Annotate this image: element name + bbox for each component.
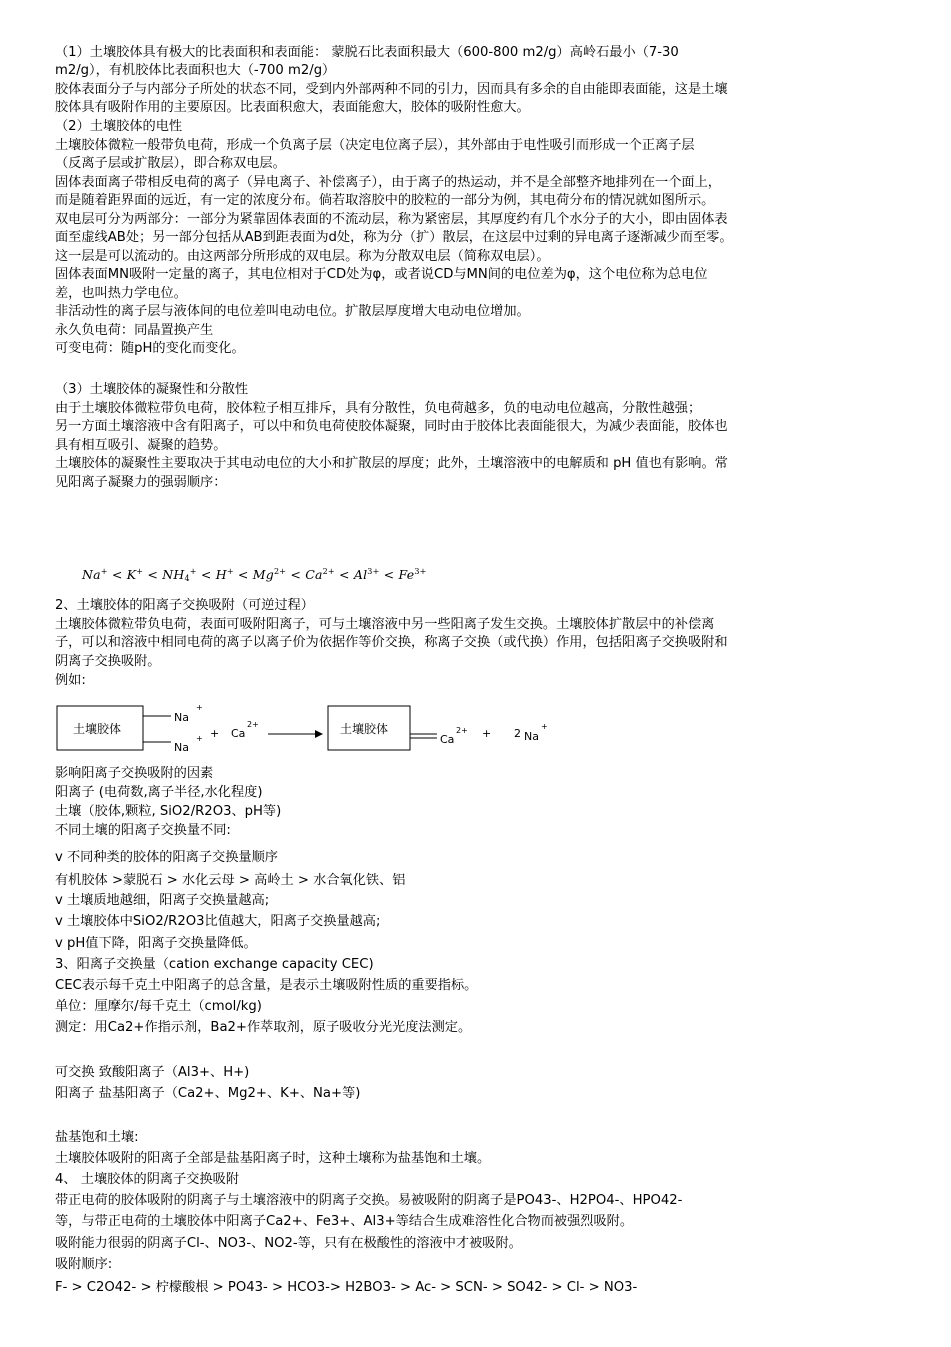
formula-ion: $Al^{3+}$ — [353, 567, 380, 582]
list-item: v 不同种类的胶体的阳离子交换量顺序 — [55, 850, 278, 865]
text-line: 土壤胶体吸附的阳离子全部是盐基阳离子时，这种土壤称为盐基饱和土壤。 — [55, 1151, 491, 1166]
text-line: 子，可以和溶液中相同电荷的离子以离子价为依据作等价交换，称离子交换（或代换）作用，包括阳离子交换吸附和 — [55, 635, 728, 650]
section-heading: （2）土壤胶体的电性 — [55, 119, 183, 134]
cation-coagulation-formula — [82, 567, 427, 583]
text-line: 带正电荷的胶体吸附的阴离子与土壤溶液中的阴离子交换。易被吸附的阴离子是PO43-、H2PO4-、HPO42- — [55, 1193, 683, 1208]
formula-charge: 3+ — [367, 567, 380, 576]
list-item: v 土壤胶体中SiO2/R2O3比值越大，阳离子交换量越高; — [55, 914, 381, 929]
text-line: 见阳离子凝聚力的强弱顺序： — [55, 475, 227, 490]
text-line: 土壤胶体微粒一般带负电荷，形成一个负离子层（决定电位离子层），其外部由于电性吸引而形成一个正离子层 — [55, 138, 695, 153]
text-line: 固体表面离子带相反电荷的离子（异电离子、补偿离子），由于离子的热运动，并不是全部整齐地排列在一个面上， — [55, 175, 721, 190]
text-line: 阳离子 (电荷数,离子半径,水化程度) — [55, 785, 263, 800]
formula-ion: K+ — [126, 567, 144, 582]
text-line: 另一方面土壤溶液中含有阳离子，可以中和负电荷使胶体凝聚，同时由于胶体比表面能很大，为减少表面能，胶体也 — [55, 419, 728, 434]
text-line: （1）土壤胶体具有极大的比表面积和表面能： 蒙脱石比表面积最大（600-800 m2/g）高岭石最小（7-30 — [55, 45, 679, 60]
formula-ion: $Fe^{3+}$ — [398, 567, 427, 582]
text-line: 双电层可分为两部分：一部分为紧靠固体表面的不流动层，称为紧密层，其厚度约有几个水分子的大小，即由固体表 — [55, 212, 728, 227]
na-ion-top: Na — [174, 711, 189, 724]
text-line: CEC表示每千克土中阳离子的总含量，是表示土壤吸附性质的重要指标。 — [55, 978, 478, 993]
formula-subscript: 4 — [184, 574, 190, 583]
text-line: 有机胶体 >蒙脱石 > 水化云母 > 高岭土 > 水合氧化铁、铝 — [55, 873, 406, 888]
text-line: 不同土壤的阳离子交换量不同: — [55, 823, 231, 838]
formula-ion: $Ca^{2+}$ — [305, 567, 335, 582]
text-line: 盐基饱和土壤: — [55, 1130, 139, 1145]
text-line: 具有相互吸引、凝聚的趋势。 — [55, 438, 227, 453]
section-heading: 3、阳离子交换量（cation exchange capacity CEC) — [55, 957, 374, 972]
text-line: 阳离子 盐基阳离子（Ca2+、Mg2+、K+、Na+等) — [55, 1086, 361, 1101]
ca-charge: 2+ — [247, 720, 259, 729]
text-line: 例如: — [55, 673, 86, 688]
text-line: 吸附能力很弱的阴离子Cl-、NO3-、NO2-等，只有在极酸性的溶液中才被吸附。 — [55, 1236, 522, 1251]
formula-ion: H+ — [215, 567, 234, 582]
text-line: 等，与带正电荷的土壤胶体中阳离子Ca2+、Fe3+、Al3+等结合生成难溶性化合物而被强烈吸附。 — [55, 1214, 634, 1229]
section-heading: 4、 土壤胶体的阴离子交换吸附 — [55, 1172, 240, 1187]
text-line: 面至虚线AB处；另一部分包括从AB到距表面为d处，称为分（扩）散层，在这层中过剩的异电离子逐渐减少而至零。 — [55, 230, 733, 245]
na-charge-top: + — [196, 703, 203, 712]
text-line: 可交换 致酸阳离子（Al3+、H+) — [55, 1065, 250, 1080]
formula-charge: + — [226, 567, 234, 576]
formula-ion: Na+ — [82, 567, 108, 582]
text-line: 吸附顺序: — [55, 1257, 113, 1272]
text-line: 土壤胶体的凝聚性主要取决于其电动电位的大小和扩散层的厚度；此外，土壤溶液中的电解质和 pH 值也有影响。常 — [55, 456, 728, 471]
cation-exchange-diagram — [55, 702, 595, 762]
soil-colloid-label-right: 土壤胶体 — [340, 722, 389, 736]
formula-separator: < — [196, 567, 216, 582]
formula-separator: < — [379, 567, 399, 582]
text-line: 永久负电荷：同晶置换产生 — [55, 323, 214, 338]
text-line: 差，也叫热力学电位。 — [55, 286, 187, 301]
na-ion-right: Na — [524, 730, 539, 743]
text-line: 而是随着距界面的远近，有一定的浓度分布。倘若取溶胶中的胶粒的一部分为例，其电荷分布的情况就如图所示。 — [55, 193, 715, 208]
section-heading: （3）土壤胶体的凝聚性和分散性 — [55, 382, 249, 397]
formula-separator: < — [107, 567, 127, 582]
text-line: 非活动性的离子层与液体间的电位差叫电动电位。扩散层厚度增大电动电位增加。 — [55, 304, 530, 319]
formula-charge: + — [136, 567, 144, 576]
na-charge-bottom: + — [196, 734, 203, 743]
text-line: 胶体具有吸附作用的主要原因。比表面积愈大，表面能愈大，胶体的吸附性愈大。 — [55, 100, 530, 115]
text-line: 阴离子交换吸附。 — [55, 654, 161, 669]
plus-sign-left: + — [210, 727, 220, 740]
text-line: 由于土壤胶体微粒带负电荷，胶体粒子相互排斥，具有分散性，负电荷越多，负的电动电位越高，分散性越强； — [55, 401, 702, 416]
text-line: 影响阳离子交换吸附的因素 — [55, 766, 214, 781]
formula-separator: < — [334, 567, 354, 582]
text-line: 测定：用Ca2+作指示剂，Ba2+作萃取剂，原子吸收分光光度法测定。 — [55, 1020, 472, 1035]
formula-charge: + — [100, 567, 108, 576]
na-coefficient: 2 — [514, 727, 521, 740]
formula-ion: $Mg^{2+}$ — [252, 567, 287, 582]
na-ion-bottom: Na — [174, 741, 189, 754]
ca-ion: Ca — [231, 727, 246, 740]
text-line: F- > C2O42- > 柠檬酸根 > PO43- > HCO3-> H2BO3- > Ac- > SCN- > SO42- > Cl- > NO3- — [55, 1280, 638, 1295]
ca-ion-right: Ca — [440, 733, 455, 746]
formula-charge: + — [189, 567, 197, 576]
text-line: 固体表面MN吸附一定量的离子，其电位相对于CD处为φ，或者说CD与MN间的电位差为φ，这个电位称为总电位 — [55, 267, 708, 282]
text-line: 可变电荷：随pH的变化而变化。 — [55, 341, 245, 356]
section-heading: 2、土壤胶体的阳离子交换吸附（可逆过程） — [55, 598, 314, 613]
ca-charge-right: 2+ — [456, 726, 468, 735]
text-line: 土壤（胶体,颗粒, SiO2/R2O3、pH等) — [55, 804, 282, 819]
text-line: （反离子层或扩散层），即合称双电层。 — [55, 156, 286, 171]
formula-ion: $NH_4^+$ — [162, 567, 197, 583]
text-line: 土壤胶体微粒带负电荷，表面可吸附阳离子，可与土壤溶液中另一些阳离子发生交换。土壤胶体扩散层中的补偿离 — [55, 617, 715, 632]
plus-sign-right: + — [482, 727, 492, 740]
text-line: 单位：厘摩尔/每千克土（cmol/kg) — [55, 999, 262, 1014]
reaction-arrow-head — [315, 730, 323, 738]
list-item: v 土壤质地越细，阳离子交换量越高; — [55, 893, 270, 908]
formula-separator: < — [143, 567, 163, 582]
formula-charge: 2+ — [273, 567, 287, 576]
text-line: 这一层是可以流动的。由这两部分所形成的双电层。称为分散双电层（简称双电层）。 — [55, 249, 550, 264]
text-line: 胶体表面分子与内部分子所处的状态不同，受到内外部两种不同的引力，因而具有多余的自由能即表面能，这是土壤 — [55, 82, 728, 97]
na-charge-right: + — [541, 722, 548, 731]
soil-colloid-label-left: 土壤胶体 — [73, 722, 122, 736]
formula-separator: < — [233, 567, 253, 582]
list-item: v pH值下降，阳离子交换量降低。 — [55, 936, 257, 951]
formula-charge: 3+ — [414, 567, 427, 576]
formula-separator: < — [286, 567, 306, 582]
text-line: m2/g），有机胶体比表面积也大（-700 m2/g） — [55, 63, 336, 78]
formula-charge: 2+ — [322, 567, 335, 576]
